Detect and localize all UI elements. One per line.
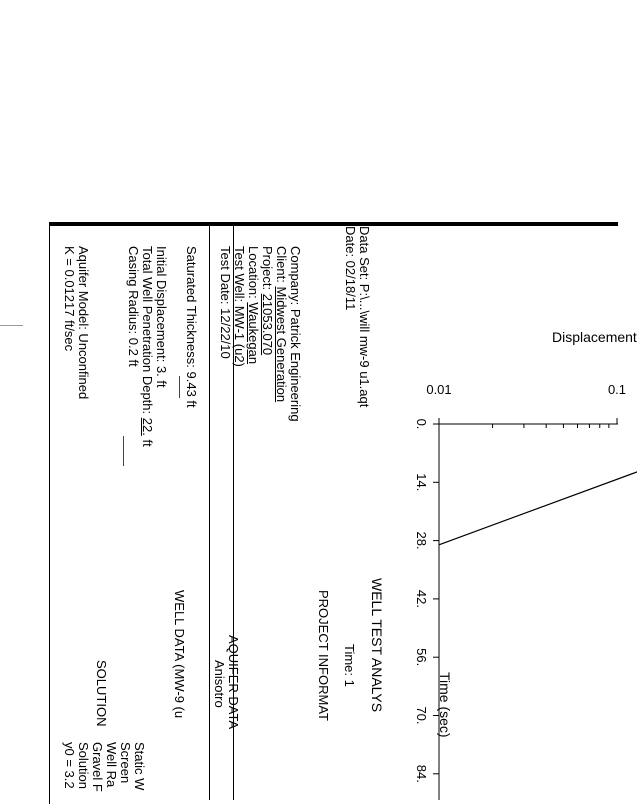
x-tick-label: 42. — [414, 589, 429, 608]
test-date-label: Test Date: 12/22/10 — [218, 246, 233, 359]
client-value: Midwest Generation — [274, 286, 289, 403]
penetration-value: 22. — [140, 417, 155, 436]
aquifer-heading: AQUIFER DATA — [226, 635, 241, 730]
x-tick-label: 28. — [414, 531, 429, 550]
margin-rule — [0, 325, 23, 326]
screen-label: Screen — [118, 742, 133, 784]
aquifer-model: Aquifer Model: Unconfined — [76, 246, 91, 400]
y-tick-label: 0.1 — [607, 382, 627, 397]
project-row: Project: 21053.070 — [260, 246, 275, 356]
project-value: 21053.070 — [260, 293, 275, 356]
k-value: K = 0.01217 ft/sec — [62, 246, 77, 352]
y-axis-label: Displacement — [552, 329, 637, 345]
short-rule — [179, 376, 180, 398]
project-heading: PROJECT INFORMAT — [316, 590, 331, 721]
short-rule — [123, 436, 124, 466]
y-tick-label: 0.01 — [426, 382, 452, 397]
x-tick-label: 0. — [414, 418, 429, 430]
client-row: Client: Midwest Generation — [274, 246, 289, 403]
x-axis-label: Time (sec) — [437, 672, 453, 738]
casing-radius: Casing Radius: 0.2 ft — [126, 246, 141, 367]
time-label: Time: 1 — [342, 644, 357, 687]
solution-heading: SOLUTION — [94, 660, 109, 727]
static-label: Static W — [132, 742, 147, 791]
chart-title: WELL TEST ANALYS — [369, 578, 385, 713]
gravel-label: Gravel F — [90, 742, 105, 792]
anisotropy-label: Anisotro — [212, 660, 227, 708]
saturated-thickness: Saturated Thickness: 9.43 ft — [184, 246, 199, 408]
solution-method: Solution — [76, 742, 91, 789]
x-tick-label: 56. — [414, 648, 429, 667]
well-heading: WELL DATA (MW-9 (u — [172, 590, 187, 719]
x-tick-label: 14. — [414, 473, 429, 492]
initial-displacement: Initial Displacement: 3. ft — [154, 246, 169, 388]
location-value: Waukegan — [246, 302, 261, 365]
divider — [209, 226, 210, 800]
date-label: Date: 02/18/11 — [343, 226, 358, 311]
company-label: Company: Patrick Engineering — [288, 246, 303, 422]
test-well-label: Test Well: MW-1 (u2) — [232, 246, 247, 367]
x-tick-label: 84. — [414, 764, 429, 783]
well-radius-label: Well Ra — [104, 742, 119, 788]
y0-value: y0 = 3.2 — [62, 742, 77, 789]
penetration-row: Total Well Penetration Depth: 22. ft — [140, 246, 155, 447]
location-row: Location: Waukegan — [246, 246, 261, 365]
data-set-label: Data Set: P:\...\will mw-9 u1.aqt — [357, 226, 372, 408]
x-tick-label: 70. — [414, 706, 429, 725]
